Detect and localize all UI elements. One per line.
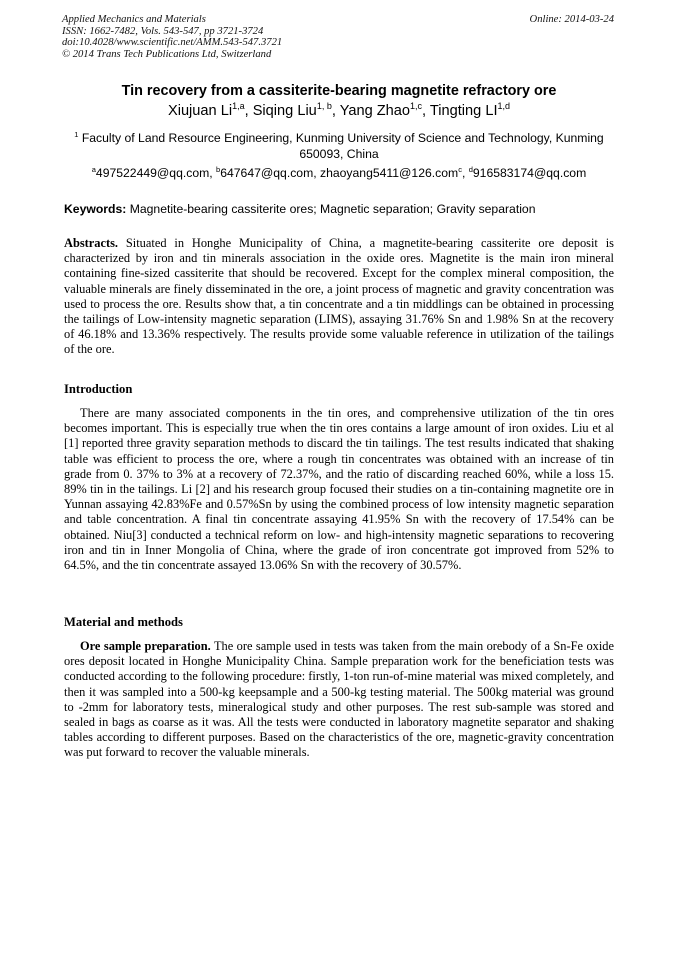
keywords-text: Magnetite-bearing cassiterite ores; Magnetic separation; Gravity separation [129, 202, 536, 216]
email-text: 497522449@qq.com, [95, 166, 217, 180]
email-mark: c [458, 165, 462, 174]
author-separator: , [331, 103, 340, 119]
author-list [40, 103, 638, 119]
materials-paragraph [64, 639, 614, 761]
author-affil-mark: 1,d [497, 101, 511, 111]
doi-line: doi:10.4028/www.scientific.net/AMM.543-547.3721 [62, 37, 283, 48]
materials-heading: Material and methods [64, 615, 183, 629]
keywords [64, 202, 624, 216]
email-text: 916583174@qq.com [472, 166, 587, 180]
author-separator: , [244, 103, 253, 119]
author-affil-mark: 1,a [232, 101, 245, 111]
abstract-text: Situated in Honghe Municipality of China, a magnetite-bearing cassiterite ore deposit is characterized by iron and tin minerals association in the oxide ores. Magnetite is the main iron mineral containing fine-sized cassiterite that should be recovered. Except for the complex mineral composition, the valuable minerals are finely disseminated in the ore, a joint process of magnetic and gravity concentration was used to process the ore. Results show that, a tin concentrate and a tin middlings can be obtained in processing the tailings of Low-intensity magnetic separation (LIMS), assaying 31.76% Sn and 1.98% Sn at the recovery of 46.18% and 13.36% respectively. The results provide some valuable reference in utilization of the tailings of the ore. [64, 236, 614, 357]
author-separator: , [422, 103, 430, 119]
keywords-label: Keywords: [64, 202, 127, 216]
author-name: Xiujuan Li [167, 103, 233, 119]
journal-header [62, 14, 282, 60]
issn-line: ISSN: 1662-7482, Vols. 543-547, pp 3721-3724 [62, 25, 264, 37]
email-mark: b [216, 165, 221, 174]
author-name: Tingting LI [429, 103, 498, 119]
introduction-paragraph: There are many associated components in the tin ores, and comprehensive utilization of the tin ores becomes important. This is especially true when the tin ores contains a large amount of iron oxides. Liu et al [1] reported three gravity separation methods to discard the tin tailings. The test results indicated that shaking table was efficient to process the ore, where a rough tin concentrates was obtained with an increase of tin grade from 0. 37% to 3% at a recovery of 72.37%, and the ratio of discarding reached 60%, while a loss 15. 89% tin in the tailings. Li [2] and his research group focused their studies on a tin-containing magnetite ore in Yunnan assaying 42.83%Fe and 0.57%Sn by using the combined process of low intensity magnetic separation and table concentration. A final tin concentrate assaying 41.95% Sn with the recovery of 17.54% can be obtained. Niu[3] conducted a technical reform on low- and high-intensity magnetic separations to recovering iron and tin in Inner Mongolia of China, where the grade of iron concentrate got improved from 52% to 64.5%, and the tin concentrate assayed 13.06% Sn with the recovery of 30.57%. [64, 406, 614, 573]
email-text: 647647@qq.com, zhaoyang5411@126.com [220, 166, 459, 180]
email-mark: a [91, 165, 96, 174]
ore-sample-label: Ore sample preparation. [80, 639, 211, 653]
email-mark: d [468, 165, 473, 174]
author-name: Yang Zhao [339, 103, 411, 119]
email-text: , [461, 166, 469, 180]
email-list [40, 166, 638, 180]
author-name: Siqing Liu [252, 103, 317, 119]
author-affil-mark: 1, b [316, 101, 332, 111]
introduction-heading: Introduction [64, 382, 133, 396]
copyright-line: © 2014 Trans Tech Publications Ltd, Switzerland [62, 48, 272, 60]
affiliation-text: Faculty of Land Resource Engineering, Kunming University of Science and Technology, Kunming 650093, China [81, 131, 604, 161]
ore-sample-text: The ore sample used in tests was taken from the main orebody of a Sn-Fe oxide ores deposit located in Honghe Municipality China. Sample preparation work for the beneficiation tests was conducted according to the following procedure: firstly, 1-ton run-of-mine material was mixed completely, and then it was sampled into a 500-kg keepsample and a 500-kg testing material. The 500kg material was ground to -2mm for laboratory tests, mineralogical study and other purposes. The rest sub-sample was stored and sealed in bags as coarse as it was. All the tests were conducted in laboratory magnetite separator and shaking tables according to different purposes. Based on the characteristics of the ore, magnetic-gravity concentration was put forward to recover the valuable minerals. [64, 639, 614, 760]
abstract-label: Abstracts. [64, 236, 119, 250]
paper-title: Tin recovery from a cassiterite-bearing magnetite refractory ore [121, 83, 557, 99]
online-date: Online: 2014-03-24 [529, 14, 614, 25]
affiliation-mark: 1 [74, 130, 79, 139]
journal-name: Applied Mechanics and Materials [62, 14, 206, 25]
affiliation [70, 131, 608, 162]
author-affil-mark: 1,c [410, 101, 423, 111]
abstract [64, 236, 614, 358]
